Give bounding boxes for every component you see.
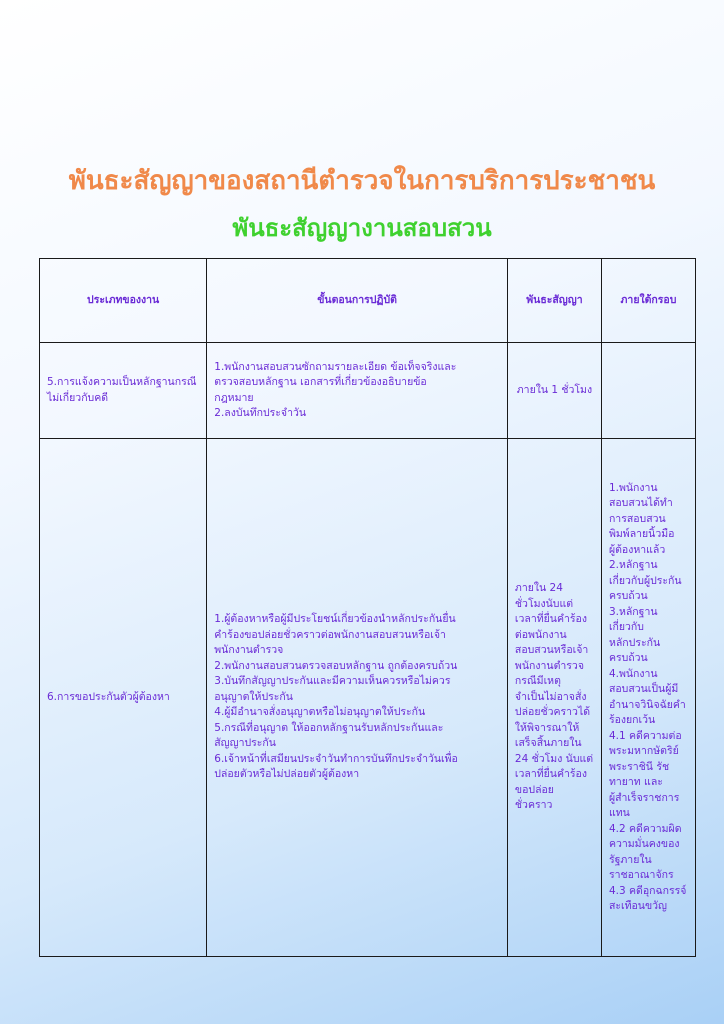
cell-line: 3.หลักฐาน xyxy=(608,605,658,618)
cell-line: 2.พนักงานสอบสวนตรวจสอบหลักฐาน ถูกต้องครบถ้วน xyxy=(214,659,458,672)
cell-line: 1.พนักงานสอบสวนซักถามรายละเอียด ข้อเท็จจริงและ xyxy=(214,360,457,373)
framework-cell xyxy=(601,343,695,439)
cell-line: พนักงานตำรวจ xyxy=(514,659,584,672)
cell-line: 4.พนักงาน xyxy=(608,667,658,680)
cell-line: ให้พิจารณาให้ xyxy=(514,721,580,734)
commitment-table xyxy=(39,258,696,957)
page-title: พันธะสัญญาของสถานีตำรวจในการบริการประชาชน xyxy=(68,166,656,196)
header-procedure: ขั้นตอนการปฏิบัติ xyxy=(207,259,508,343)
cell-line: ต่อพนักงาน xyxy=(514,628,567,641)
cell-line: เสร็จสิ้นภายใน xyxy=(514,737,582,750)
cell-line: จำเป็นไม่อาจสั่ง xyxy=(514,690,587,703)
header-commitment: พันธะสัญญา xyxy=(507,259,601,343)
header-framework: ภายใต้กรอบ xyxy=(601,259,695,343)
cell-line: แทน xyxy=(608,807,630,819)
cell-line: อนุญาตให้ประกัน xyxy=(214,690,293,703)
cell-line: สอบสวนได้ทำ xyxy=(608,497,673,509)
cell-line: 2.หลักฐาน xyxy=(608,559,658,571)
cell-line: การสอบสวน xyxy=(608,512,666,525)
cell-line: ทายาท และ xyxy=(608,776,663,788)
cell-line: 2.ลงบันทึกประจำวัน xyxy=(214,407,307,419)
cell-line: 4.3 คดีอุกฉกรรจ์ xyxy=(608,884,687,897)
cell-line: สะเทือนขวัญ xyxy=(608,900,668,912)
commitment-cell xyxy=(507,439,601,957)
work-type-cell: 5.การแจ้งความเป็นหลักฐานกรณีไม่เกี่ยวกับคดี xyxy=(40,343,207,439)
cell-line: ภายใน 1 ชั่วโมง xyxy=(516,383,593,396)
cell-line: 1.พนักงาน xyxy=(608,481,658,494)
cell-line: สอบสวนเป็นผู้มี xyxy=(608,683,679,695)
cell-line: ปล่อยตัวหรือไม่ปล่อยตัวผู้ต้องหา xyxy=(214,768,360,781)
cell-line: สัญญาประกัน xyxy=(214,737,276,750)
framework-cell xyxy=(601,439,695,957)
cell-line: หลักประกัน xyxy=(608,636,661,649)
cell-line: พระราชินี รัช xyxy=(608,760,670,773)
cell-line: กรณีมีเหตุ xyxy=(514,675,561,688)
cell-line: รัฐภายใน xyxy=(608,853,652,866)
cell-line: สอบสวนหรือเจ้า xyxy=(514,644,589,657)
cell-line: ครบถ้วน xyxy=(608,652,648,664)
cell-line: คำร้องขอปล่อยชั่วคราวต่อพนักงานสอบสวนหรือเจ้า xyxy=(214,628,446,641)
cell-line: ผู้สำเร็จราชการ xyxy=(608,791,680,804)
cell-line: ปล่อยชั่วคราวได้ xyxy=(514,706,591,719)
cell-line: 1.ผู้ต้องหาหรือผู้มีประโยชน์เกี่ยวข้องนำหลักประกันยื่น xyxy=(214,613,456,626)
cell-line: ผู้ต้องหาแล้ว xyxy=(608,543,666,556)
cell-line: เกี่ยวกับผู้ประกัน xyxy=(608,574,682,587)
cell-line: ราชอาณาจักร xyxy=(608,869,674,881)
cell-line: อำนาจวินิจฉัยคำ xyxy=(608,698,686,711)
cell-line: กฎหมาย xyxy=(214,391,254,404)
cell-line: ชั่วคราว xyxy=(514,799,553,812)
cell-line: ชั่วโมงนับแต่ xyxy=(514,597,574,610)
commitment-cell xyxy=(507,343,601,439)
cell-line: 4.2 คดีความผิด xyxy=(608,822,682,835)
cell-line: ความมั่นคงของ xyxy=(608,838,680,850)
cell-line: พนักงานตำรวจ xyxy=(214,644,284,657)
header-work-type: ประเภทของงาน xyxy=(40,259,207,343)
cell-line: พระมหากษัตริย์ xyxy=(608,745,679,757)
table-header-row xyxy=(40,259,696,343)
cell-line: 6.เจ้าหน้าที่เสมียนประจำวันทำการบันทึกประจำวันเพื่อ xyxy=(214,752,458,765)
procedure-cell xyxy=(207,343,508,439)
cell-line: 3.บันทึกสัญญาประกันและมีความเห็นควรหรือไม่ควร xyxy=(214,675,451,688)
cell-line: พิมพ์ลายนิ้วมือ xyxy=(608,528,675,540)
cell-line: ตรวจสอบหลักฐาน เอกสารที่เกี่ยวข้องอธิบายข้อ xyxy=(214,376,427,388)
cell-line: 4.ผู้มีอำนาจสั่งอนุญาตหรือไม่อนุญาตให้ประกัน xyxy=(214,706,426,719)
cell-line: ร้องยกเว้น xyxy=(608,714,656,726)
page-subtitle: พันธะสัญญางานสอบสวน xyxy=(232,214,492,242)
cell-line: เกี่ยวกับ xyxy=(608,621,644,633)
cell-line: 5.กรณีที่อนุญาต ให้ออกหลักฐานรับหลักประกันและ xyxy=(214,721,444,734)
procedure-cell xyxy=(207,439,508,957)
cell-line: ขอปล่อย xyxy=(514,783,554,796)
cell-line: ภายใน 24 xyxy=(514,582,563,595)
cell-line: ครบถ้วน xyxy=(608,590,648,602)
table-row xyxy=(40,439,696,957)
cell-line: 4.1 คดีความต่อ xyxy=(608,729,682,742)
cell-line: เวลาที่ยื่นคำร้อง xyxy=(514,613,587,626)
table-row xyxy=(40,343,696,439)
cell-line: 24 ชั่วโมง นับแต่ xyxy=(514,752,594,765)
work-type-cell: 6.การขอประกันตัวผู้ต้องหา xyxy=(40,439,207,957)
cell-line: เวลาที่ยื่นคำร้อง xyxy=(514,768,587,781)
